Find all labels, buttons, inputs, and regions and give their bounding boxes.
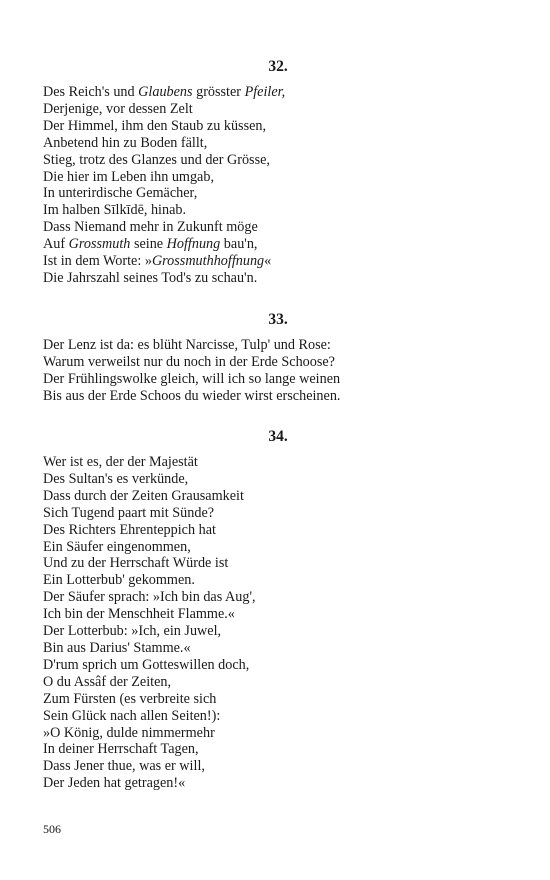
- verse-text: «: [264, 253, 272, 270]
- verse-line: [43, 606, 513, 623]
- verse-line: [43, 152, 513, 169]
- verse-text: Derjenige, vor dessen Zelt: [43, 100, 193, 117]
- verse-line: [43, 555, 513, 572]
- verse-text: Die Jahrszahl seines Tod's zu schau'n.: [43, 269, 258, 286]
- verse-line: [43, 337, 513, 354]
- verse-text: Der Lenz ist da: es blüht Narcisse, Tulp' und Rose:: [43, 337, 331, 353]
- verse-line: [43, 84, 513, 101]
- italic-text: Glaubens: [138, 84, 193, 100]
- verse-line: [43, 202, 513, 219]
- verse-text: O du Assâf der Zeiten,: [43, 673, 172, 690]
- verse-line: [43, 135, 513, 152]
- verse-line: [43, 118, 513, 135]
- verse-line: [43, 505, 513, 522]
- verse-text: Des Sultan's es verkünde,: [43, 470, 189, 487]
- poem-32: [43, 58, 513, 287]
- italic-text: Pfeiler,: [244, 84, 286, 100]
- verse-text: Stieg, trotz des Glanzes und der Grösse,: [43, 151, 270, 168]
- italic-text: Hoffnung: [166, 236, 221, 253]
- verse-text: Des Reich's und: [43, 84, 139, 100]
- verse-line: [43, 708, 513, 725]
- verse-text: D'rum sprich um Gotteswillen doch,: [43, 656, 250, 673]
- verse-line: [43, 539, 513, 556]
- verse-text: Wer ist es, der der Majestät: [43, 454, 198, 470]
- verse-line: [43, 354, 513, 371]
- poem-verses: [43, 337, 513, 405]
- poem-number: 33.: [268, 311, 288, 328]
- verse-text: Sich Tugend paart mit Sünde?: [43, 504, 215, 521]
- verse-line: [43, 471, 513, 488]
- verse-line: [43, 623, 513, 640]
- verse-text: Dass durch der Zeiten Grausamkeit: [43, 487, 244, 504]
- poem-verses: [43, 454, 513, 792]
- verse-text: Der Himmel, ihm den Staub zu küssen,: [43, 117, 267, 134]
- verse-text: Des Richters Ehrenteppich hat: [43, 521, 216, 538]
- verse-text: bau'n,: [220, 236, 258, 253]
- poem-number: 32.: [268, 58, 288, 75]
- verse-text: Sein Glück nach allen Seiten!):: [43, 707, 221, 724]
- poem-number: 34.: [268, 428, 288, 445]
- verse-line: [43, 454, 513, 471]
- verse-text: Im halben Sīlkīdē, hinab.: [43, 202, 187, 219]
- verse-text: Ein Säufer eingenommen,: [43, 538, 191, 555]
- verse-line: [43, 185, 513, 202]
- verse-line: [43, 589, 513, 606]
- italic-text: Grossmuthhoffnung: [151, 253, 265, 270]
- verse-text: Dass Jener thue, was er will,: [43, 758, 205, 775]
- verse-line: [43, 775, 513, 792]
- verse-line: [43, 488, 513, 505]
- verse-line: [43, 691, 513, 708]
- page-number: 506: [43, 822, 61, 836]
- verse-text: Warum verweilst nur du noch in der Erde Schoose?: [43, 353, 335, 370]
- verse-line: [43, 236, 513, 253]
- verse-text: Der Lotterbub: »Ich, ein Juwel,: [43, 623, 222, 640]
- verse-text: Der Frühlingswolke gleich, will ich so lange weinen: [43, 370, 341, 387]
- verse-text: In deiner Herrschaft Tagen,: [43, 741, 199, 758]
- verse-line: [43, 674, 513, 691]
- verse-text: Ich bin der Menschheit Flamme.«: [43, 606, 235, 623]
- verse-line: [43, 371, 513, 388]
- verse-line: [43, 758, 513, 775]
- verse-text: In unterirdische Gemächer,: [43, 185, 198, 202]
- verse-line: [43, 657, 513, 674]
- verse-line: [43, 101, 513, 118]
- verse-line: [43, 169, 513, 186]
- verse-line: [43, 741, 513, 758]
- verse-text: »O König, dulde nimmermehr: [43, 724, 215, 741]
- poem-verses: [43, 84, 513, 287]
- verse-text: Zum Fürsten (es verbreite sich: [43, 690, 217, 707]
- verse-line: [43, 640, 513, 657]
- verse-line: [43, 388, 513, 405]
- verse-text: Ein Lotterbub' gekommen.: [43, 572, 195, 589]
- verse-text: Ist in dem Worte: »: [43, 253, 152, 270]
- italic-text: Grossmuth: [68, 236, 131, 253]
- poem-33: [43, 311, 513, 405]
- verse-line: [43, 725, 513, 742]
- verse-text: Anbetend hin zu Boden fällt,: [43, 134, 208, 151]
- verse-text: grösster: [192, 84, 245, 100]
- verse-text: seine: [130, 236, 167, 253]
- verse-line: [43, 572, 513, 589]
- verse-text: Die hier im Leben ihn umgab,: [43, 168, 214, 185]
- verse-text: Dass Niemand mehr in Zukunft möge: [43, 219, 258, 236]
- verse-text: Der Jeden hat getragen!«: [43, 775, 186, 792]
- verse-line: [43, 270, 513, 287]
- verse-text: Auf: [43, 236, 69, 253]
- verse-line: [43, 219, 513, 236]
- poem-34: [43, 428, 513, 792]
- verse-line: [43, 522, 513, 539]
- verse-text: Bin aus Darius' Stamme.«: [43, 639, 191, 656]
- verse-line: [43, 253, 513, 270]
- verse-text: Bis aus der Erde Schoos du wieder wirst erscheinen.: [43, 387, 341, 404]
- verse-text: Der Säufer sprach: »Ich bin das Aug',: [43, 589, 256, 606]
- verse-text: Und zu der Herrschaft Würde ist: [43, 555, 229, 572]
